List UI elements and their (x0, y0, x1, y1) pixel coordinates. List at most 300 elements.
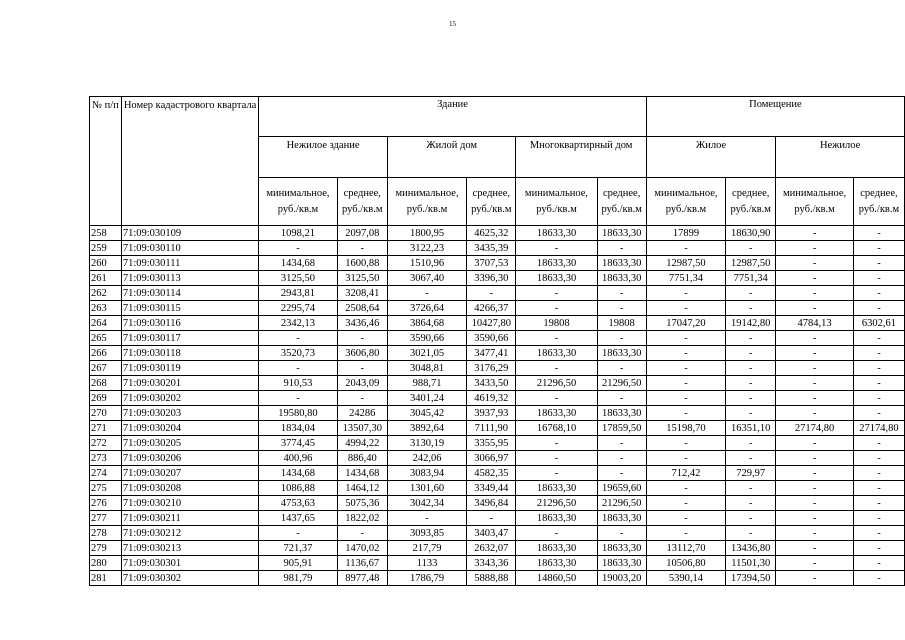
nonresidential-premises-avg-cell: - (853, 526, 904, 541)
table-row (90, 391, 905, 406)
residential-premises-avg-cell: 18630,90 (726, 226, 776, 241)
nonresidential-building-min-cell: 2943,81 (259, 286, 337, 301)
nonresidential-premises-min-cell: - (776, 256, 854, 271)
residential-premises-min-cell: - (646, 481, 725, 496)
cadastral-value-table (89, 96, 905, 586)
residential-premises-min-cell: - (646, 331, 725, 346)
table-row (90, 481, 905, 496)
residential-premises-avg-cell: - (726, 481, 776, 496)
nonresidential-building-min-cell: 19580,80 (259, 406, 337, 421)
residential-premises-avg-cell: - (726, 301, 776, 316)
nonresidential-premises-min-cell: - (776, 301, 854, 316)
residential-house-avg-cell: 3435,39 (467, 241, 516, 256)
residential-premises-min-cell: 17047,20 (646, 316, 725, 331)
apartment-building-avg-cell: 21296,50 (597, 496, 646, 511)
residential-premises-avg-cell: 16351,10 (726, 421, 776, 436)
nonresidential-premises-avg-cell: - (853, 331, 904, 346)
apartment-building-avg-cell: 18633,30 (597, 556, 646, 571)
header-row-number: № п/п (90, 97, 122, 226)
cadastral-quarter-number-cell: 71:09:030201 (121, 376, 258, 391)
nonresidential-premises-avg-cell: - (853, 481, 904, 496)
apartment-building-min-cell: - (516, 361, 597, 376)
residential-house-avg-cell: 3433,50 (467, 376, 516, 391)
row-number-cell: 268 (90, 376, 122, 391)
table-row (90, 361, 905, 376)
table-row (90, 346, 905, 361)
nonresidential-premises-min-cell: - (776, 466, 854, 481)
apartment-building-avg-cell: 19808 (597, 316, 646, 331)
apartment-building-min-cell: 18633,30 (516, 406, 597, 421)
cadastral-quarter-number-cell: 71:09:030119 (121, 361, 258, 376)
cadastral-quarter-number-cell: 71:09:030116 (121, 316, 258, 331)
row-number-cell: 277 (90, 511, 122, 526)
nonresidential-premises-avg-cell: - (853, 256, 904, 271)
residential-premises-min-cell: 712,42 (646, 466, 725, 481)
header-avg-value: среднее, руб./кв.м (337, 178, 387, 226)
cadastral-quarter-number-cell: 71:09:030113 (121, 271, 258, 286)
header-min-value: минимальное, руб./кв.м (776, 178, 854, 226)
residential-premises-avg-cell: - (726, 526, 776, 541)
cadastral-quarter-number-cell: 71:09:030202 (121, 391, 258, 406)
row-number-cell: 278 (90, 526, 122, 541)
cadastral-quarter-number-cell: 71:09:030301 (121, 556, 258, 571)
apartment-building-avg-cell: - (597, 526, 646, 541)
apartment-building-min-cell: - (516, 391, 597, 406)
residential-premises-min-cell: 7751,34 (646, 271, 725, 286)
apartment-building-min-cell: - (516, 451, 597, 466)
nonresidential-premises-min-cell: - (776, 376, 854, 391)
residential-house-min-cell: 3122,23 (387, 241, 466, 256)
residential-house-avg-cell: 4625,32 (467, 226, 516, 241)
nonresidential-premises-avg-cell: - (853, 346, 904, 361)
row-number-cell: 264 (90, 316, 122, 331)
apartment-building-min-cell: 18633,30 (516, 541, 597, 556)
header-cadastral-quarter: Номер кадастрового квартала (121, 97, 258, 226)
table-row (90, 301, 905, 316)
apartment-building-avg-cell: 18633,30 (597, 346, 646, 361)
apartment-building-avg-cell: - (597, 286, 646, 301)
nonresidential-premises-avg-cell: - (853, 391, 904, 406)
nonresidential-building-min-cell: 3125,50 (259, 271, 337, 286)
nonresidential-building-min-cell: - (259, 241, 337, 256)
residential-premises-min-cell: - (646, 496, 725, 511)
nonresidential-building-min-cell: 721,37 (259, 541, 337, 556)
nonresidential-premises-avg-cell: - (853, 571, 904, 586)
row-number-cell: 280 (90, 556, 122, 571)
apartment-building-avg-cell: 18633,30 (597, 541, 646, 556)
apartment-building-min-cell: 18633,30 (516, 226, 597, 241)
row-number-cell: 273 (90, 451, 122, 466)
residential-premises-min-cell: - (646, 241, 725, 256)
residential-house-avg-cell: 4619,32 (467, 391, 516, 406)
apartment-building-avg-cell: 19659,60 (597, 481, 646, 496)
header-residential-premises: Жилое (646, 137, 775, 178)
apartment-building-min-cell: - (516, 526, 597, 541)
residential-house-min-cell: 1301,60 (387, 481, 466, 496)
cadastral-quarter-number-cell: 71:09:030111 (121, 256, 258, 271)
row-number-cell: 263 (90, 301, 122, 316)
nonresidential-building-avg-cell: 5075,36 (337, 496, 387, 511)
nonresidential-premises-avg-cell: - (853, 301, 904, 316)
cadastral-quarter-number-cell: 71:09:030117 (121, 331, 258, 346)
residential-house-min-cell: 217,79 (387, 541, 466, 556)
cadastral-quarter-number-cell: 71:09:030110 (121, 241, 258, 256)
residential-house-avg-cell: 3477,41 (467, 346, 516, 361)
residential-house-avg-cell: 3403,47 (467, 526, 516, 541)
residential-premises-avg-cell: - (726, 286, 776, 301)
nonresidential-premises-min-cell: - (776, 406, 854, 421)
row-number-cell: 259 (90, 241, 122, 256)
nonresidential-premises-min-cell: - (776, 226, 854, 241)
residential-premises-min-cell: - (646, 526, 725, 541)
nonresidential-building-avg-cell: - (337, 526, 387, 541)
residential-premises-avg-cell: - (726, 436, 776, 451)
residential-premises-min-cell: 13112,70 (646, 541, 725, 556)
nonresidential-premises-avg-cell: 27174,80 (853, 421, 904, 436)
apartment-building-min-cell: - (516, 331, 597, 346)
table-row (90, 271, 905, 286)
cadastral-quarter-number-cell: 71:09:030210 (121, 496, 258, 511)
residential-house-avg-cell: 7111,90 (467, 421, 516, 436)
residential-house-min-cell: 1786,79 (387, 571, 466, 586)
nonresidential-building-avg-cell: 3208,41 (337, 286, 387, 301)
table-row (90, 451, 905, 466)
cadastral-quarter-number-cell: 71:09:030115 (121, 301, 258, 316)
residential-house-min-cell: - (387, 511, 466, 526)
nonresidential-premises-avg-cell: - (853, 466, 904, 481)
nonresidential-building-avg-cell: - (337, 361, 387, 376)
nonresidential-premises-min-cell: - (776, 541, 854, 556)
residential-premises-min-cell: - (646, 286, 725, 301)
nonresidential-building-min-cell: 1437,65 (259, 511, 337, 526)
cadastral-quarter-number-cell: 71:09:030118 (121, 346, 258, 361)
cadastral-quarter-number-cell: 71:09:030203 (121, 406, 258, 421)
residential-house-min-cell: 1133 (387, 556, 466, 571)
nonresidential-building-avg-cell: 1822,02 (337, 511, 387, 526)
residential-premises-min-cell: - (646, 436, 725, 451)
nonresidential-premises-min-cell: 27174,80 (776, 421, 854, 436)
apartment-building-avg-cell: - (597, 331, 646, 346)
apartment-building-min-cell: 18633,30 (516, 271, 597, 286)
apartment-building-avg-cell: - (597, 241, 646, 256)
header-min-value: минимальное, руб./кв.м (516, 178, 597, 226)
header-avg-value: среднее, руб./кв.м (726, 178, 776, 226)
cadastral-quarter-number-cell: 71:09:030205 (121, 436, 258, 451)
table-row (90, 286, 905, 301)
table-row (90, 331, 905, 346)
row-number-cell: 269 (90, 391, 122, 406)
row-number-cell: 267 (90, 361, 122, 376)
apartment-building-min-cell: 21296,50 (516, 496, 597, 511)
nonresidential-building-avg-cell: 1136,67 (337, 556, 387, 571)
nonresidential-building-min-cell: 1086,88 (259, 481, 337, 496)
row-number-cell: 276 (90, 496, 122, 511)
row-number-cell: 271 (90, 421, 122, 436)
apartment-building-min-cell: 19808 (516, 316, 597, 331)
residential-premises-min-cell: - (646, 451, 725, 466)
cadastral-quarter-number-cell: 71:09:030207 (121, 466, 258, 481)
apartment-building-avg-cell: - (597, 436, 646, 451)
cadastral-quarter-number-cell: 71:09:030208 (121, 481, 258, 496)
residential-premises-avg-cell: 729,97 (726, 466, 776, 481)
residential-house-avg-cell: 4266,37 (467, 301, 516, 316)
residential-premises-avg-cell: 19142,80 (726, 316, 776, 331)
residential-premises-min-cell: - (646, 406, 725, 421)
header-min-value: минимальное, руб./кв.м (387, 178, 466, 226)
nonresidential-building-avg-cell: 3436,46 (337, 316, 387, 331)
residential-premises-min-cell: 5390,14 (646, 571, 725, 586)
cadastral-quarter-number-cell: 71:09:030109 (121, 226, 258, 241)
nonresidential-premises-min-cell: - (776, 286, 854, 301)
cadastral-quarter-number-cell: 71:09:030206 (121, 451, 258, 466)
table-row (90, 436, 905, 451)
nonresidential-premises-min-cell: - (776, 526, 854, 541)
table-row (90, 496, 905, 511)
residential-house-min-cell: 3045,42 (387, 406, 466, 421)
residential-house-min-cell: - (387, 286, 466, 301)
residential-house-avg-cell: - (467, 286, 516, 301)
residential-premises-avg-cell: - (726, 361, 776, 376)
residential-premises-avg-cell: - (726, 451, 776, 466)
apartment-building-min-cell: 18633,30 (516, 481, 597, 496)
residential-house-min-cell: 3021,05 (387, 346, 466, 361)
nonresidential-premises-min-cell: - (776, 571, 854, 586)
nonresidential-building-min-cell: 1434,68 (259, 466, 337, 481)
residential-premises-avg-cell: - (726, 391, 776, 406)
residential-premises-min-cell: 10506,80 (646, 556, 725, 571)
residential-house-min-cell: 3083,94 (387, 466, 466, 481)
residential-house-min-cell: 1800,95 (387, 226, 466, 241)
nonresidential-building-avg-cell: 1464,12 (337, 481, 387, 496)
apartment-building-avg-cell: 18633,30 (597, 226, 646, 241)
nonresidential-premises-avg-cell: - (853, 556, 904, 571)
residential-premises-min-cell: - (646, 361, 725, 376)
table-row (90, 256, 905, 271)
nonresidential-premises-min-cell: 4784,13 (776, 316, 854, 331)
header-avg-value: среднее, руб./кв.м (467, 178, 516, 226)
nonresidential-building-min-cell: - (259, 526, 337, 541)
header-nonresidential-premises: Нежилое (776, 137, 905, 178)
residential-house-avg-cell: 3355,95 (467, 436, 516, 451)
header-premises: Помещение (646, 97, 904, 137)
nonresidential-building-avg-cell: 2508,64 (337, 301, 387, 316)
residential-house-avg-cell: 3349,44 (467, 481, 516, 496)
nonresidential-building-min-cell: 1098,21 (259, 226, 337, 241)
table-row (90, 466, 905, 481)
nonresidential-premises-avg-cell: - (853, 511, 904, 526)
residential-house-avg-cell: - (467, 511, 516, 526)
residential-premises-min-cell: 12987,50 (646, 256, 725, 271)
nonresidential-premises-avg-cell: - (853, 376, 904, 391)
residential-premises-avg-cell: 11501,30 (726, 556, 776, 571)
residential-premises-min-cell: - (646, 391, 725, 406)
apartment-building-min-cell: 18633,30 (516, 511, 597, 526)
apartment-building-min-cell: - (516, 466, 597, 481)
residential-premises-avg-cell: - (726, 406, 776, 421)
table-row (90, 541, 905, 556)
cadastral-quarter-number-cell: 71:09:030211 (121, 511, 258, 526)
residential-house-min-cell: 988,71 (387, 376, 466, 391)
table-row (90, 376, 905, 391)
residential-premises-avg-cell: - (726, 511, 776, 526)
header-nonresidential-building: Нежилое здание (259, 137, 388, 178)
apartment-building-min-cell: - (516, 286, 597, 301)
nonresidential-premises-min-cell: - (776, 511, 854, 526)
apartment-building-avg-cell: 17859,50 (597, 421, 646, 436)
row-number-cell: 265 (90, 331, 122, 346)
nonresidential-building-avg-cell: 2097,08 (337, 226, 387, 241)
table-row (90, 226, 905, 241)
residential-premises-avg-cell: - (726, 331, 776, 346)
nonresidential-building-min-cell: 2295,74 (259, 301, 337, 316)
row-number-cell: 261 (90, 271, 122, 286)
row-number-cell: 279 (90, 541, 122, 556)
apartment-building-avg-cell: 18633,30 (597, 511, 646, 526)
residential-premises-min-cell: - (646, 301, 725, 316)
nonresidential-premises-min-cell: - (776, 361, 854, 376)
cadastral-quarter-number-cell: 71:09:030302 (121, 571, 258, 586)
residential-house-avg-cell: 3343,36 (467, 556, 516, 571)
residential-house-min-cell: 3864,68 (387, 316, 466, 331)
nonresidential-building-avg-cell: - (337, 241, 387, 256)
apartment-building-avg-cell: - (597, 466, 646, 481)
nonresidential-building-avg-cell: 1600,88 (337, 256, 387, 271)
nonresidential-premises-avg-cell: - (853, 241, 904, 256)
apartment-building-min-cell: - (516, 241, 597, 256)
residential-premises-min-cell: - (646, 376, 725, 391)
residential-premises-avg-cell: 13436,80 (726, 541, 776, 556)
nonresidential-premises-avg-cell: - (853, 406, 904, 421)
nonresidential-premises-min-cell: - (776, 391, 854, 406)
nonresidential-premises-avg-cell: - (853, 451, 904, 466)
apartment-building-min-cell: 18633,30 (516, 346, 597, 361)
apartment-building-avg-cell: 18633,30 (597, 256, 646, 271)
residential-house-min-cell: 3093,85 (387, 526, 466, 541)
nonresidential-building-min-cell: - (259, 361, 337, 376)
table-row (90, 316, 905, 331)
residential-premises-avg-cell: - (726, 241, 776, 256)
residential-premises-avg-cell: 7751,34 (726, 271, 776, 286)
nonresidential-building-min-cell: 4753,63 (259, 496, 337, 511)
nonresidential-premises-min-cell: - (776, 481, 854, 496)
nonresidential-premises-min-cell: - (776, 241, 854, 256)
nonresidential-premises-avg-cell: - (853, 271, 904, 286)
nonresidential-premises-min-cell: - (776, 346, 854, 361)
header-apartment-building: Многоквартирный дом (516, 137, 646, 178)
header-min-value: минимальное, руб./кв.м (259, 178, 337, 226)
table-row (90, 421, 905, 436)
row-number-cell: 258 (90, 226, 122, 241)
nonresidential-premises-avg-cell: 6302,61 (853, 316, 904, 331)
residential-house-avg-cell: 3176,29 (467, 361, 516, 376)
apartment-building-min-cell: 18633,30 (516, 556, 597, 571)
residential-premises-min-cell: 17899 (646, 226, 725, 241)
residential-premises-min-cell: 15198,70 (646, 421, 725, 436)
apartment-building-avg-cell: 18633,30 (597, 406, 646, 421)
nonresidential-building-min-cell: 2342,13 (259, 316, 337, 331)
page-number: 15 (449, 20, 456, 28)
row-number-cell: 270 (90, 406, 122, 421)
nonresidential-building-min-cell: 1834,04 (259, 421, 337, 436)
nonresidential-building-min-cell: 3520,73 (259, 346, 337, 361)
nonresidential-building-min-cell: - (259, 391, 337, 406)
apartment-building-min-cell: - (516, 436, 597, 451)
table-row (90, 406, 905, 421)
table-row (90, 526, 905, 541)
nonresidential-premises-min-cell: - (776, 271, 854, 286)
residential-house-avg-cell: 3496,84 (467, 496, 516, 511)
residential-house-min-cell: 3726,64 (387, 301, 466, 316)
nonresidential-building-avg-cell: 8977,48 (337, 571, 387, 586)
nonresidential-premises-min-cell: - (776, 451, 854, 466)
residential-house-min-cell: 3067,40 (387, 271, 466, 286)
apartment-building-min-cell: 18633,30 (516, 256, 597, 271)
residential-house-avg-cell: 3066,97 (467, 451, 516, 466)
nonresidential-building-avg-cell: 13507,30 (337, 421, 387, 436)
nonresidential-premises-min-cell: - (776, 331, 854, 346)
nonresidential-premises-min-cell: - (776, 556, 854, 571)
table-row (90, 511, 905, 526)
residential-house-min-cell: 3130,19 (387, 436, 466, 451)
residential-premises-avg-cell: - (726, 346, 776, 361)
apartment-building-avg-cell: - (597, 361, 646, 376)
residential-premises-avg-cell: - (726, 496, 776, 511)
apartment-building-min-cell: 21296,50 (516, 376, 597, 391)
nonresidential-premises-min-cell: - (776, 436, 854, 451)
header-building: Здание (259, 97, 647, 137)
apartment-building-min-cell: 16768,10 (516, 421, 597, 436)
apartment-building-min-cell: 14860,50 (516, 571, 597, 586)
nonresidential-building-min-cell: 3774,45 (259, 436, 337, 451)
table-header (90, 97, 905, 226)
cadastral-quarter-number-cell: 71:09:030114 (121, 286, 258, 301)
residential-house-avg-cell: 3937,93 (467, 406, 516, 421)
residential-premises-avg-cell: 17394,50 (726, 571, 776, 586)
nonresidential-premises-avg-cell: - (853, 541, 904, 556)
cadastral-quarter-number-cell: 71:09:030212 (121, 526, 258, 541)
apartment-building-avg-cell: - (597, 301, 646, 316)
row-number-cell: 262 (90, 286, 122, 301)
header-min-value: минимальное, руб./кв.м (646, 178, 725, 226)
residential-house-min-cell: 3048,81 (387, 361, 466, 376)
residential-premises-min-cell: - (646, 511, 725, 526)
residential-house-avg-cell: 5888,88 (467, 571, 516, 586)
residential-house-min-cell: 1510,96 (387, 256, 466, 271)
row-number-cell: 275 (90, 481, 122, 496)
header-residential-house: Жилой дом (387, 137, 516, 178)
residential-house-avg-cell: 2632,07 (467, 541, 516, 556)
nonresidential-building-min-cell: 400,96 (259, 451, 337, 466)
nonresidential-building-avg-cell: 4994,22 (337, 436, 387, 451)
nonresidential-building-avg-cell: 3606,80 (337, 346, 387, 361)
residential-house-min-cell: 3590,66 (387, 331, 466, 346)
nonresidential-building-avg-cell: 24286 (337, 406, 387, 421)
residential-house-avg-cell: 4582,35 (467, 466, 516, 481)
row-number-cell: 260 (90, 256, 122, 271)
nonresidential-premises-avg-cell: - (853, 496, 904, 511)
nonresidential-building-avg-cell: 3125,50 (337, 271, 387, 286)
residential-house-avg-cell: 10427,80 (467, 316, 516, 331)
nonresidential-building-avg-cell: 2043,09 (337, 376, 387, 391)
row-number-cell: 274 (90, 466, 122, 481)
nonresidential-premises-avg-cell: - (853, 226, 904, 241)
cadastral-quarter-number-cell: 71:09:030204 (121, 421, 258, 436)
header-avg-value: среднее, руб./кв.м (853, 178, 904, 226)
residential-house-avg-cell: 3707,53 (467, 256, 516, 271)
nonresidential-building-min-cell: 910,53 (259, 376, 337, 391)
residential-premises-avg-cell: - (726, 376, 776, 391)
apartment-building-avg-cell: 21296,50 (597, 376, 646, 391)
